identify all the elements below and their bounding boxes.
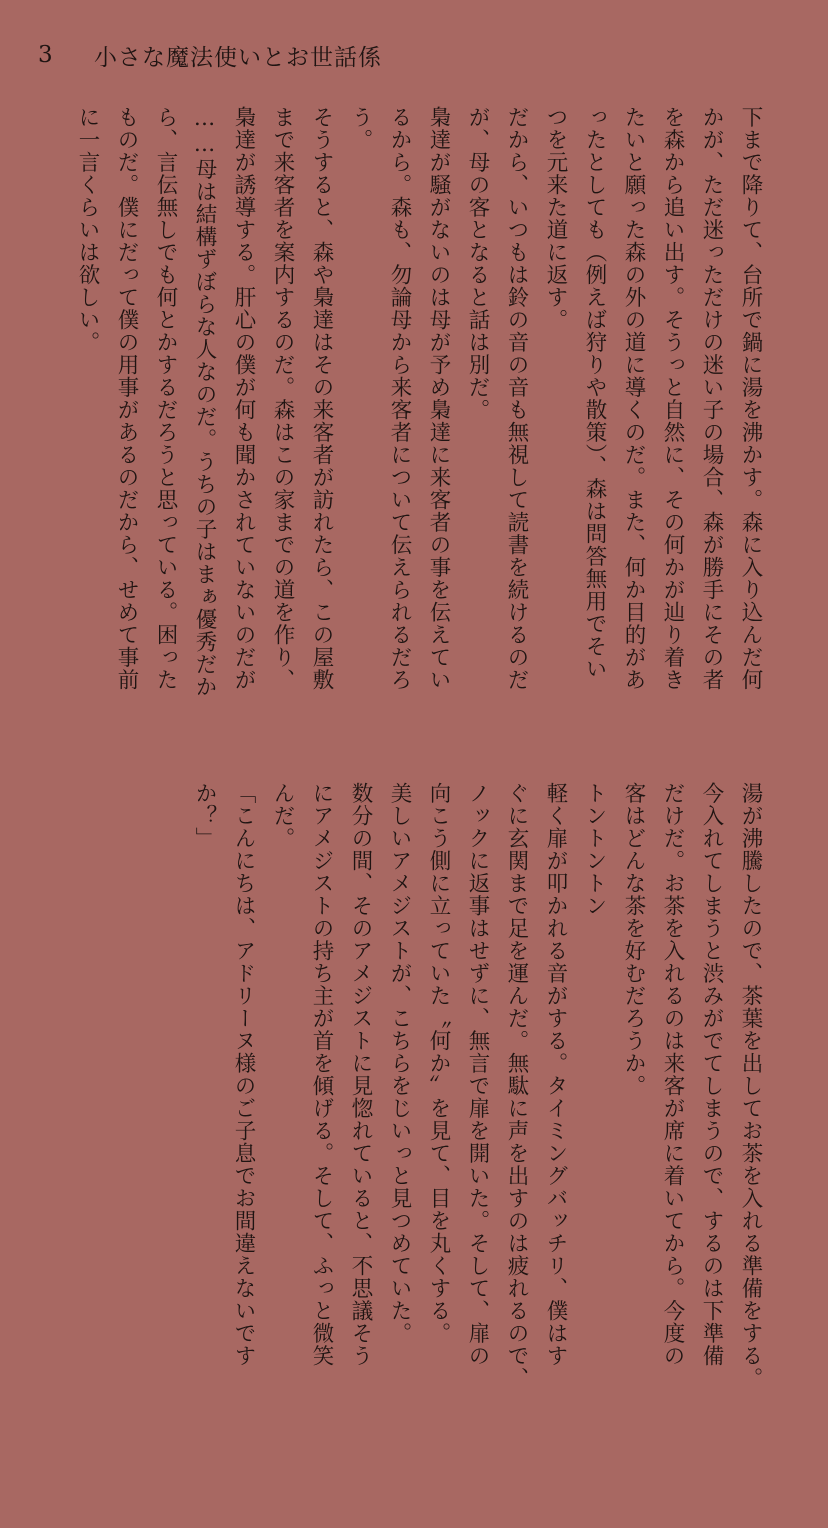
text-block-bottom	[185, 782, 770, 1422]
paragraph: 下まで降りて、台所で鍋に湯を沸かす。森に入り込んだ何 かが、ただ迷っただけの迷い子の場合、森が勝手にその者 を森から追い出す。そうっと自然に、その何かが辿り着き たいと願った森の外の道に導くのだ。また、何か目的があ ったとしても（例えば狩りや散策）、森は問答無用でそい つを元来た道に返す。	[543, 106, 763, 691]
chapter-title: 小さな魔法使いとお世話係	[94, 44, 382, 71]
paragraph: 湯が沸騰したので、茶葉を出してお茶を入れる準備をする。 今入れてしまうと渋みがでてしまうので、するのは下準備 だけだ。お茶を入れるのは来客が席に着いてから。今度の 客はどんな茶を好むだろうか。	[621, 782, 763, 1390]
paragraph: 数分の間、そのアメジストに見惚れていると、不思議そう にアメジストの持ち主が首を傾げる。そして、ふっと微笑 んだ。	[270, 782, 373, 1367]
paragraph: 美しいアメジストが、こちらをじいっと見つめていた。	[387, 782, 412, 1345]
paragraph: そうすると、森や梟達はその来客者が訪れたら、この屋敷 まで来客者を案内するのだ。森はこの家までの道を作り、 梟達が誘導する。肝心の僕が何も聞かされていないのだが ……母は結構ずぼらな人なのだ。うちの子はまぁ優秀だか ら、言伝無しでも何とかするだろうと思っている。困った ものだ。僕にだって僕の用事があるのだから、せめて事前 に一言くらいは欲しい。	[75, 106, 334, 698]
paragraph: トントントン	[582, 782, 607, 917]
chapter-header	[38, 38, 382, 72]
paragraph: 梟達が騒がないのは母が予め梟達に来客者の事を伝えてい るから。森も、勿論母から来客者について伝えられるだろ う。	[348, 106, 451, 691]
paragraph: 軽く扉が叩かれる音がする。タイミングバッチリ、僕はす ぐに玄関まで足を運んだ。無駄に声を出すのは疲れるので、 ノックに返事はせずに、無言で扉を開いた。そして、扉の 向こう側に立っていた〝何か〟を見て、目を丸くする。	[426, 782, 568, 1390]
paragraph: だから、いつもは鈴の音の音も無視して読書を続けるのだ が、母の客となると話は別だ。	[465, 106, 529, 691]
text-block-top	[68, 106, 770, 746]
chapter-number: 3	[38, 42, 54, 68]
paragraph: 「こんにちは、アドリーヌ様のご子息でお間違えないです か？」	[192, 782, 256, 1367]
